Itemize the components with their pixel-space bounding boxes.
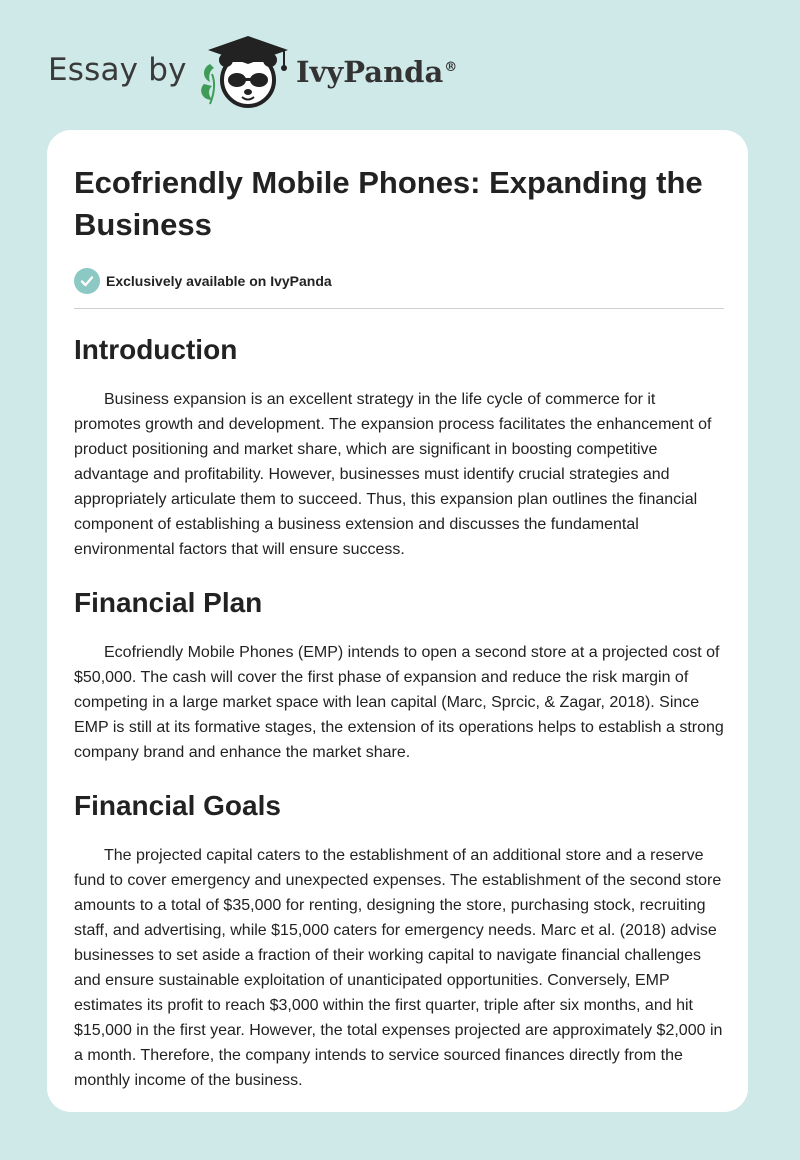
paragraph-introduction: Business expansion is an excellent strategy in the life cycle of commerce for it promotes growth and development. The expansion process facilitates the enhancement of product positioning and market share, which are significant in boosting competitive advantage and profitability. However, businesses must identify crucial strategies and appropriately articulate them to succeed. Thus, this expansion plan outlines the financial component of establishing a business extension and discusses the fundamental environmental factors that will ensure success. (74, 391, 712, 558)
panda-graduate-icon[interactable] (198, 34, 294, 110)
brand-name[interactable] (296, 52, 457, 92)
site-header (0, 0, 800, 120)
check-circle-icon (74, 268, 100, 294)
exclusive-badge (74, 266, 724, 296)
paragraph-financial-plan: Ecofriendly Mobile Phones (EMP) intends to open a second store at a projected cost of $50,000. The cash will cover the first phase of expansion and reduce the risk margin of competing in a large market space with lean capital (Marc, Sprcic, & Zagar, 2018). Since EMP is still at its formative stages, the extension of its operations helps to establish a strong company brand and enhance the market share. (74, 644, 724, 761)
exclusive-badge-text: Exclusively available on IvyPanda (106, 273, 332, 289)
essay-card (47, 130, 748, 1112)
paragraph-financial-goals: The projected capital caters to the establishment of an additional store and a reserve fund to cover emergency and unexpected expenses. The establishment of the second store amounts to a total of $35,000 for renting, designing the store, purchasing stock, recruiting staff, and advertising, while $15,000 caters for emergency needs. Marc et al. (2018) advise businesses to set aside a fraction of their working capital to navigate financial challenges and ensure sustainable exploitation of unanticipated opportunities. Conversely, EMP estimates its profit to reach $3,000 within the first quarter, triple after six months, and hit $15,000 in the first year. However, the total expenses projected are approximately $2,000 in a month. Therefore, the company intends to service sourced finances directly from the monthly income of the business. (74, 847, 723, 1089)
essay-content (74, 162, 724, 1093)
brand-prefix: Essay by (48, 52, 187, 88)
section-heading-financial-plan: Financial Plan (74, 587, 263, 618)
section-heading-financial-goals: Financial Goals (74, 790, 281, 821)
brand-name-text: IvyPanda (296, 55, 444, 89)
page-title: Ecofriendly Mobile Phones: Expanding the Business (74, 165, 703, 242)
title-divider (74, 308, 724, 309)
section-heading-introduction: Introduction (74, 334, 238, 365)
registered-mark: ® (444, 60, 458, 75)
